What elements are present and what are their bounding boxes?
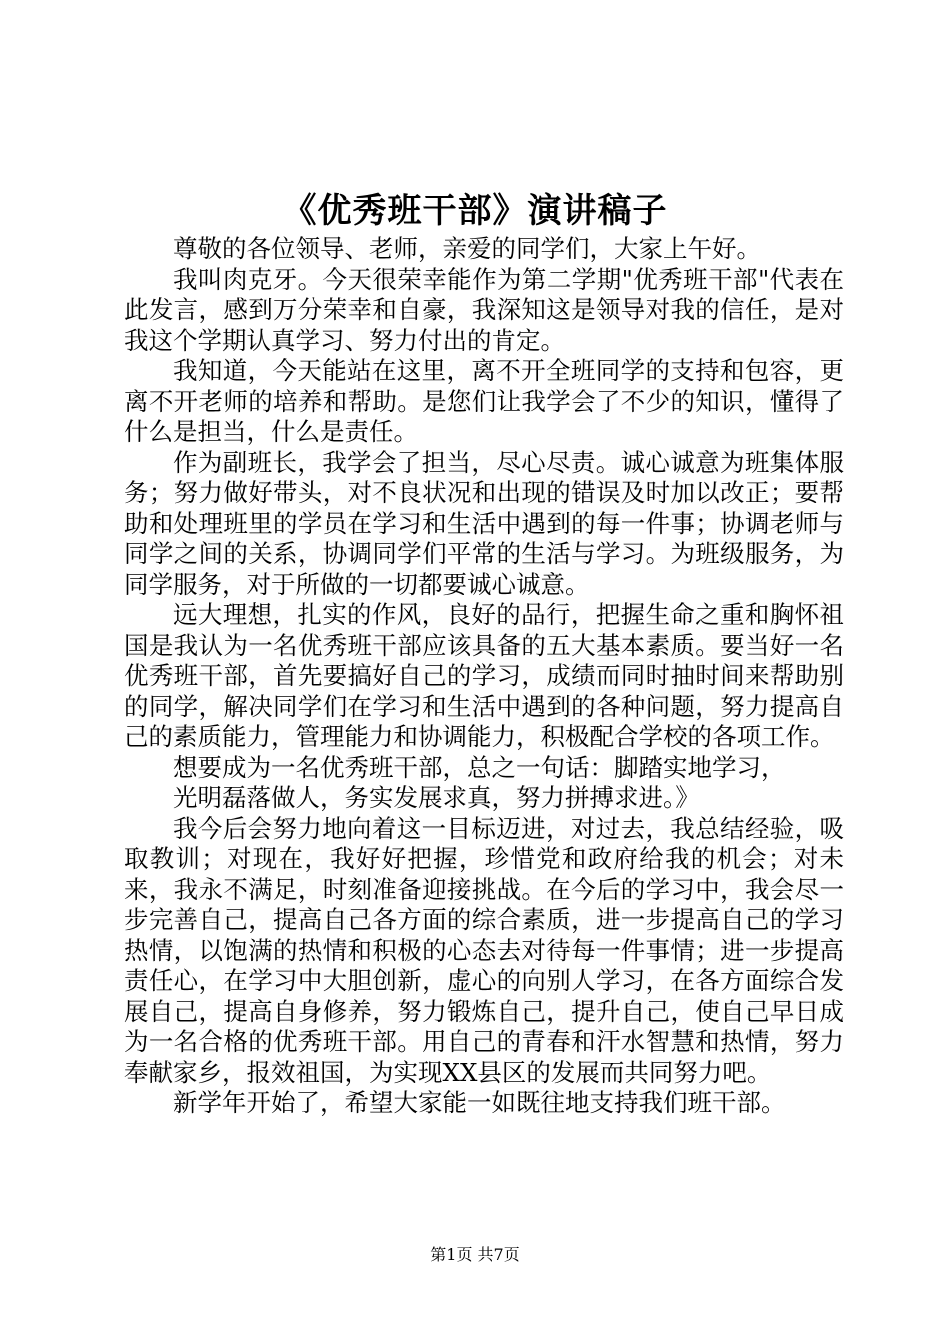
paragraph: 远大理想，扎实的作风，良好的品行，把握生命之重和胸怀祖国是我认为一名优秀班干部应该具备的五大基本素质。要当好一名优秀班干部，首先要搞好自己的学习，成绩而同时抽时间来帮助别的同学，解决同学们在学习和生活中遇到的各种问题，努力提高自己的素质能力，管理能力和协调能力，积极配合学校的各项工作。: [124, 600, 844, 751]
paragraph: 尊敬的各位领导、老师，亲爱的同学们，大家上午好。: [173, 234, 761, 263]
paragraph: 我今后会努力地向着这一目标迈进，对过去，我总结经验，吸取教训；对现在，我好好把握，珍惜党和政府给我的机会；对未来，我永不满足，时刻准备迎接挑战。在今后的学习中，我会尽一步完善自己，提高自己各方面的综合素质，进一步提高自己的学习热情，以饱满的热情和积极的心态去对待每一件事情；进一步提高责任心，在学习中大胆创新，虚心的向别人学习，在各方面综合发展自己，提高自身修养，努力锻炼自己，提升自己，使自己早日成为一名合格的优秀班干部。用自己的青春和汗水智慧和热情，努力奉献家乡，报效祖国，为实现XX县区的发展而共同努力吧。: [124, 813, 844, 1087]
paragraph: 想要成为一名优秀班干部，总之一句话：脚踏实地学习，: [173, 752, 786, 782]
document-body: [124, 234, 844, 1119]
paragraph: 光明磊落做人，务实发展求真，努力拼搏求进。》: [173, 783, 700, 812]
paragraph: 我知道，今天能站在这里，离不开全班同学的支持和包容，更离不开老师的培养和帮助。是您们让我学会了不少的知识，懂得了什么是担当，什么是责任。: [124, 356, 844, 446]
paragraph: 新学年开始了，希望大家能一如既往地支持我们班干部。: [173, 1088, 786, 1117]
paragraph: 我叫肉克牙。今天很荣幸能作为第二学期"优秀班干部"代表在此发言，感到万分荣幸和自豪，我深知这是领导对我的信任，是对我这个学期认真学习、努力付出的肯定。: [124, 264, 844, 355]
document-title: 《优秀班干部》演讲稿子: [282, 191, 668, 231]
page-number-footer: 第1页 共7页: [430, 1245, 520, 1264]
paragraph: 作为副班长，我学会了担当，尽心尽责。诚心诚意为班集体服务；努力做好带头，对不良状况和出现的错误及时加以改正；要帮助和处理班里的学员在学习和生活中遇到的每一件事；协调老师与同学之间的关系，协调同学们平常的生活与学习。为班级服务，为同学服务，对于所做的一切都要诚心诚意。: [124, 447, 844, 599]
